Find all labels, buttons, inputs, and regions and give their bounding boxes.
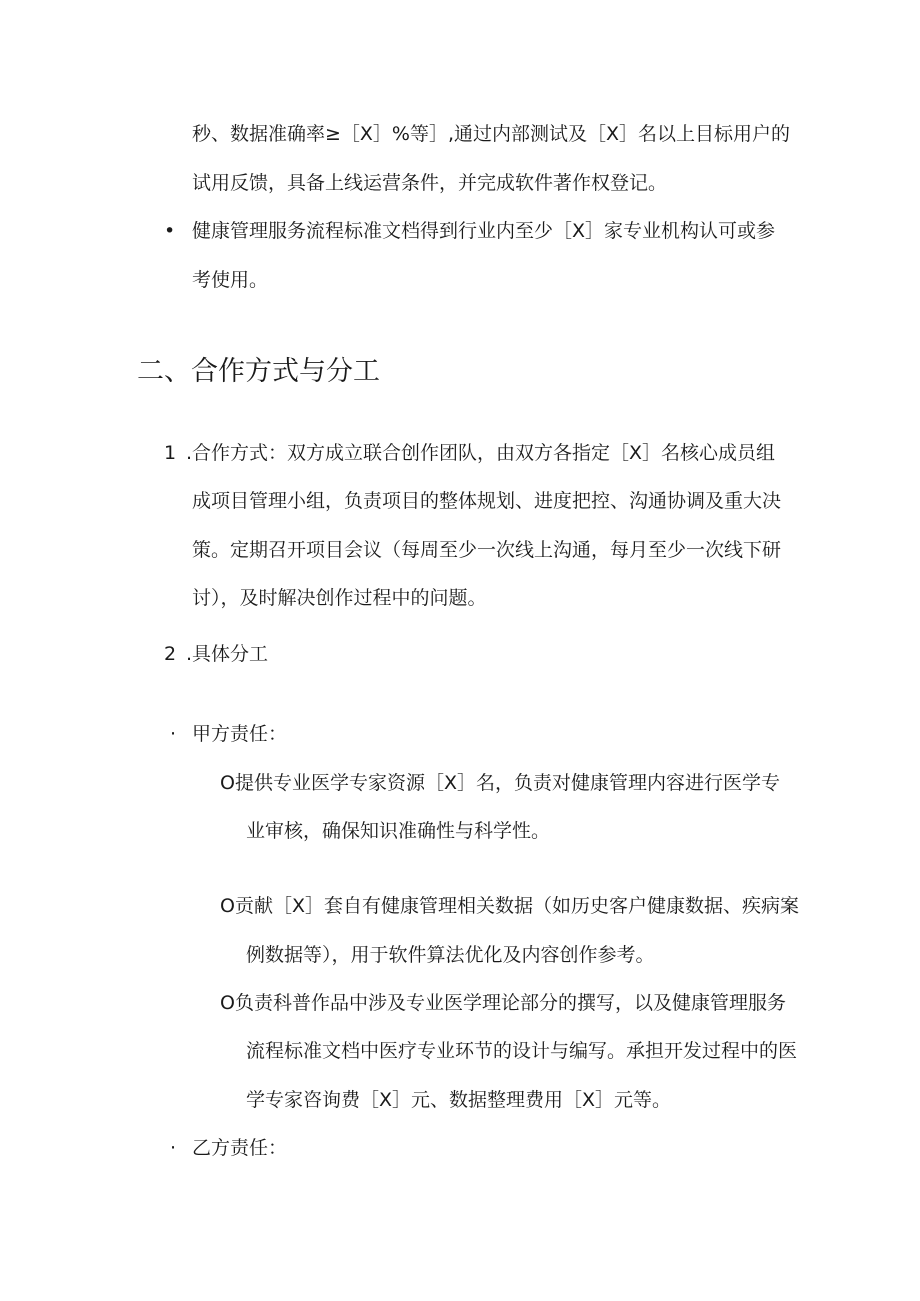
bullet-item-line: 考使用。 xyxy=(192,269,269,291)
list-item-line: 成项目管理小组，负责项目的整体规划、进度把控、沟通协调及重大决 xyxy=(192,490,782,512)
list-number: 2 xyxy=(164,643,177,665)
paragraph-line: 秒、数据准确率≥［X］%等］,通过内部测试及［X］名以上目标用户的 xyxy=(192,123,791,145)
sub-item-line: O负责科普作品中涉及专业医学理论部分的撰写，以及健康管理服务 xyxy=(220,992,786,1014)
sub-item-line: 业审核，确保知识准确性与科学性。 xyxy=(246,820,551,842)
bullet-marker: · xyxy=(170,1137,177,1159)
sub-item-line: 流程标准文档中医疗专业环节的设计与编写。承担开发过程中的医 xyxy=(246,1040,798,1062)
party-a-label: 甲方责任： xyxy=(192,723,288,745)
sub-item-line: 例数据等），用于软件算法优化及内容创作参考。 xyxy=(246,944,655,966)
paragraph-line: 试用反馈，具备上线运营条件，并完成软件著作权登记。 xyxy=(192,172,668,194)
party-b-label: 乙方责任： xyxy=(192,1137,288,1159)
bullet-item-line: 健康管理服务流程标准文档得到行业内至少［X］家专业机构认可或参 xyxy=(192,220,776,242)
sub-item-line: O提供专业医学专家资源［X］名，负责对健康管理内容进行医学专 xyxy=(220,772,780,794)
list-item-line: 策。定期召开项目会议（每周至少一次线上沟通，每月至少一次线下研 xyxy=(192,539,782,561)
bullet-marker: • xyxy=(164,220,176,242)
list-item-line: .合作方式：双方成立联合创作团队，由双方各指定［X］名核心成员组 xyxy=(186,442,776,464)
section-heading: 二、合作方式与分工 xyxy=(137,356,380,387)
list-item-line: 讨），及时解决创作过程中的问题。 xyxy=(192,587,487,609)
sub-item-line: 学专家咨询费［X］元、数据整理费用［X］元等。 xyxy=(246,1089,672,1111)
list-number: 1 xyxy=(164,442,177,464)
bullet-marker: · xyxy=(170,723,177,745)
list-item-line: .具体分工 xyxy=(186,643,269,665)
sub-item-line: O贡献［X］套自有健康管理相关数据（如历史客户健康数据、疾病案 xyxy=(220,895,799,917)
